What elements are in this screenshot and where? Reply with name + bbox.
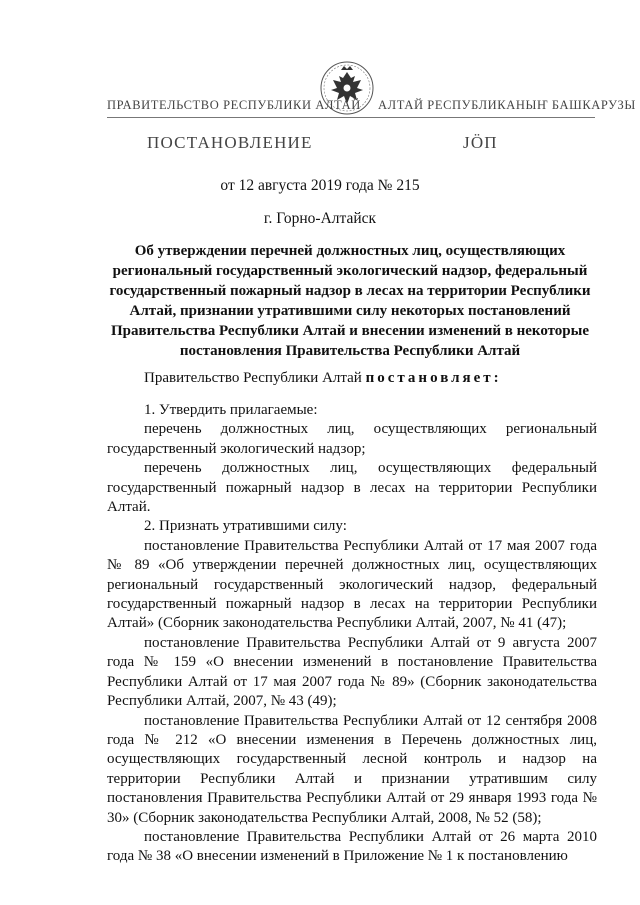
paragraph: 2. Признать утратившими силу: bbox=[144, 518, 347, 535]
paragraph: постановление Правительства Республики Алтай от 17 мая 2007 года № 89 «Об утверждении перечней должностных лиц, осуществляющих региональный государственный экологический надзор, федеральный государственный пожарный надзор в лесах на территории Республики Алтай» (Сборник законодательства Республики Алтай, 2007, № 41 (47); bbox=[107, 537, 597, 632]
government-name-altai: АЛТАЙ РЕСПУБЛИКАНЫҤ БАШКАРУЗЫ bbox=[378, 98, 636, 112]
document-body bbox=[107, 401, 597, 867]
decree-line bbox=[144, 370, 502, 387]
decree-subject: Правительство Республики Алтай bbox=[144, 370, 366, 386]
paragraph: постановление Правительства Республики Алтай от 26 марта 2010 года № 38 «О внесении изменений в Приложение № 1 к постановлению bbox=[107, 828, 597, 865]
decree-verb: постановляет: bbox=[365, 370, 502, 386]
paragraph: перечень должностных лиц, осуществляющих федеральный государственный пожарный надзор в лесах на территории Республики Алтай. bbox=[107, 460, 597, 516]
government-name-russian: ПРАВИТЕЛЬСТВО РЕСПУБЛИКИ АЛТАЙ bbox=[107, 98, 361, 112]
header-divider bbox=[107, 117, 595, 118]
paragraph: постановление Правительства Республики Алтай от 9 августа 2007 года № 159 «О внесении изменений в постановление Правительства Республики Алтай от 17 мая 2007 года № 89» (Сборник законодательства Республики Алтай, 2007, № 43 (49); bbox=[107, 634, 597, 710]
document-city: г. Горно-Алтайск bbox=[263, 210, 377, 227]
paragraph: 1. Утвердить прилагаемые: bbox=[144, 402, 318, 418]
document-type-russian: ПОСТАНОВЛЕНИЕ bbox=[147, 133, 313, 152]
document-title: Об утверждении перечней должностных лиц, осуществляющих региональный государственный экологический надзор, федеральный государственный пожарный надзор в лесах на территории Республики Алтай, признании утратившими силу некоторых постановлений Правительства Республики Алтай и внесении изменений в некоторые постановления Правительства Республики Алтай bbox=[109, 243, 591, 359]
paragraph: постановление Правительства Республики Алтай от 12 сентября 2008 года № 212 «О внесении изменения в Перечень должностных лиц, осуществляющих государственный лесной контроль и надзор на территории Республики Алтай и признании утратившим силу постановления Правительства Республики Алтай от 29 января 1993 года № 30» (Сборник законодательства Республики Алтай, 2008, № 52 (58); bbox=[107, 712, 597, 826]
paragraph: перечень должностных лиц, осуществляющих региональный государственный экологический надзор; bbox=[107, 421, 597, 457]
document-date-number: от 12 августа 2019 года № 215 bbox=[220, 177, 420, 194]
document-type-altai: ЈӦП bbox=[463, 133, 498, 152]
